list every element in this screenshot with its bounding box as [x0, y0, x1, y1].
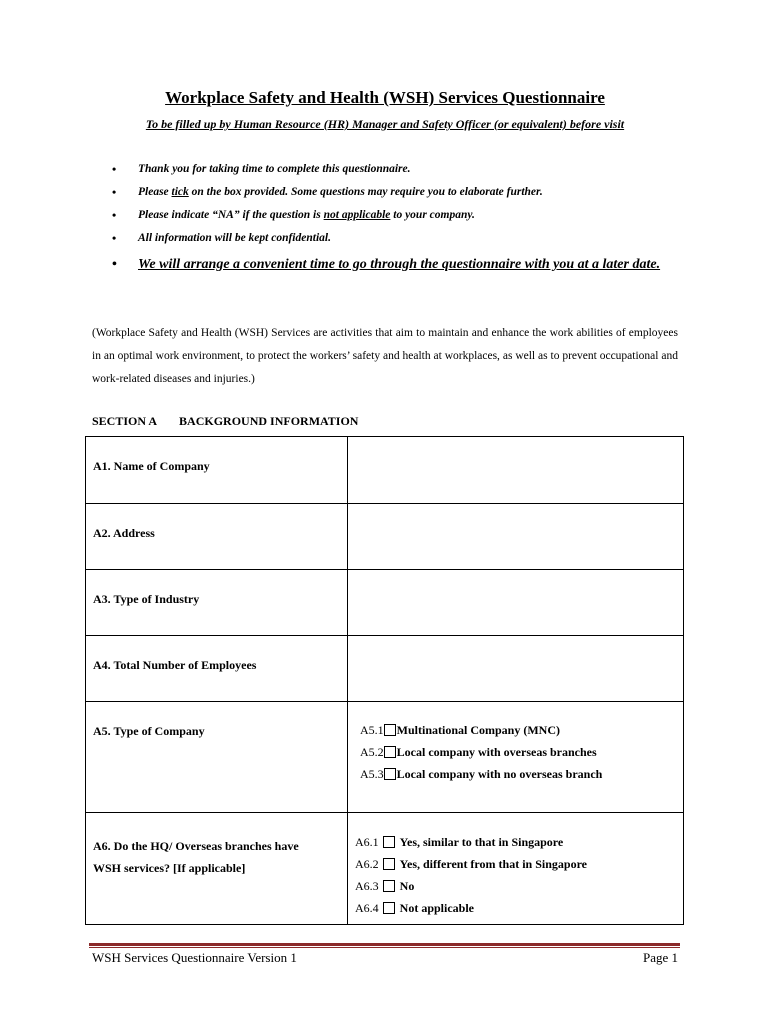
instruction-text: on the box provided. Some questions may require you to elaborate further.	[188, 186, 543, 198]
address-field[interactable]	[348, 504, 684, 570]
question-label-line: A6. Do the HQ/ Overseas branches have	[93, 839, 299, 853]
table-row	[86, 702, 684, 813]
instruction-emphasis: not applicable	[323, 209, 391, 221]
section-heading	[92, 414, 358, 429]
document-subtitle: To be filled up by Human Resource (HR) Manager and Safety Officer (or equivalent) before visit	[145, 117, 625, 131]
option-row	[360, 763, 683, 785]
table-row	[86, 504, 684, 570]
instructions-list	[112, 158, 682, 277]
question-label: A3. Type of Industry	[86, 570, 348, 636]
table-row	[86, 437, 684, 504]
option-label: Local company with overseas branches	[396, 745, 597, 759]
checkbox-local-with-overseas[interactable]	[384, 746, 396, 758]
instruction-item: • All information will be kept confidential.	[112, 227, 682, 250]
option-label: Local company with no overseas branch	[396, 767, 603, 781]
option-row	[355, 875, 683, 897]
question-label-line: WSH services? [If applicable]	[93, 861, 246, 875]
option-row	[360, 719, 683, 741]
option-label: Multinational Company (MNC)	[396, 723, 561, 737]
option-row	[355, 831, 683, 853]
footer-page-number: Page 1	[642, 950, 678, 965]
option-code: A5.3	[360, 767, 384, 781]
option-code: A6.2	[355, 857, 379, 871]
hq-wsh-options	[348, 813, 684, 925]
checkbox-yes-different[interactable]	[383, 858, 395, 870]
table-row	[86, 813, 684, 925]
option-label: Yes, different from that in Singapore	[399, 857, 588, 871]
company-name-field[interactable]	[348, 437, 684, 504]
option-label: Yes, similar to that in Singapore	[399, 835, 564, 849]
footer-document-name: WSH Services Questionnaire Version 1	[92, 950, 297, 965]
instruction-text: Please indicate “NA” if the question is	[138, 209, 324, 221]
question-label: A2. Address	[86, 504, 348, 570]
question-label: A5. Type of Company	[86, 702, 348, 813]
industry-type-field[interactable]	[348, 570, 684, 636]
option-row	[355, 853, 683, 875]
table-row	[86, 570, 684, 636]
instruction-item	[112, 181, 682, 204]
instruction-item: • Thank you for taking time to complete this questionnaire.	[112, 158, 682, 181]
question-label	[86, 813, 348, 925]
question-label: A1. Name of Company	[86, 437, 348, 504]
footer-rule	[89, 943, 680, 946]
option-code: A6.4	[355, 901, 379, 915]
instruction-emphasis: tick	[171, 186, 189, 198]
employee-count-field[interactable]	[348, 636, 684, 702]
company-type-options	[348, 702, 684, 813]
option-row	[355, 897, 683, 919]
background-info-table	[85, 436, 684, 925]
instruction-text: Please	[138, 186, 172, 198]
checkbox-mnc[interactable]	[384, 724, 396, 736]
option-code: A6.1	[355, 835, 379, 849]
intro-paragraph: (Workplace Safety and Health (WSH) Services are activities that aim to maintain and enhance the work abilities of employees in an optimal work environment, to protect the workers’ safety and health at workplaces, as well as to prevent occupational and work-related diseases and injuries.)	[92, 327, 678, 385]
option-code: A5.1	[360, 723, 384, 737]
option-code: A5.2	[360, 745, 384, 759]
checkbox-yes-similar[interactable]	[383, 836, 395, 848]
table-row	[86, 636, 684, 702]
checkbox-no[interactable]	[383, 880, 395, 892]
option-code: A6.3	[355, 879, 379, 893]
option-label: Not applicable	[399, 901, 475, 915]
option-label: No	[399, 879, 415, 893]
document-title: Workplace Safety and Health (WSH) Services Questionnaire	[165, 88, 605, 107]
instruction-item-highlight: • We will arrange a convenient time to go through the questionnaire with you at a later date.	[112, 252, 682, 277]
section-title: BACKGROUND INFORMATION	[179, 414, 359, 428]
section-label: SECTION A	[92, 414, 158, 428]
checkbox-not-applicable[interactable]	[383, 902, 395, 914]
option-row	[360, 741, 683, 763]
checkbox-local-no-overseas[interactable]	[384, 768, 396, 780]
question-label: A4. Total Number of Employees	[86, 636, 348, 702]
footer-rule-thin	[89, 947, 680, 948]
instruction-item	[112, 204, 682, 227]
instruction-text: to your company.	[390, 209, 475, 221]
